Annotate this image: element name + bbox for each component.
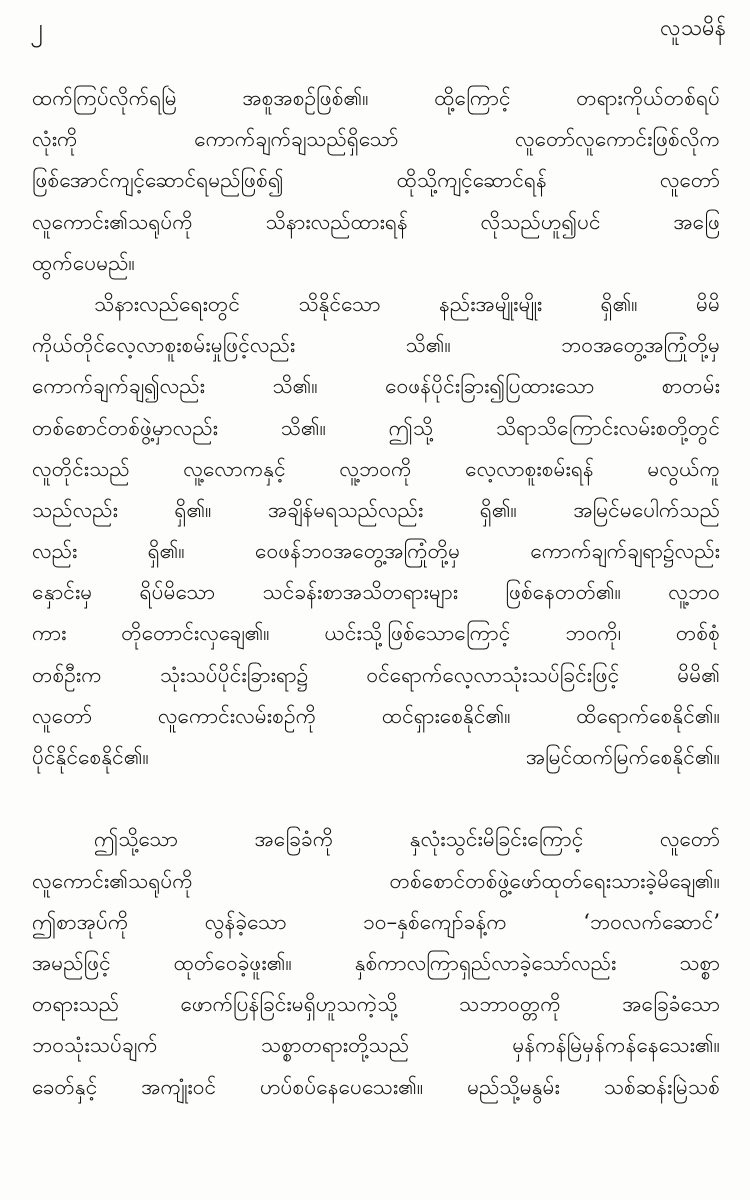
- text-line: တရားသည် ဖောက်ပြန်ခြင်းမရှိဟူသကဲ့သို့ သဘာဝတ္တကို အခြေခံသော: [32, 992, 720, 1017]
- running-head-title: လူသမိန်: [660, 16, 726, 41]
- text-line: ဤစာအုပ်ကို လွန်ခဲ့သော ၁၀–နှစ်ကျော်ခန့်က ‘ဘ၀လက်ဆောင်’: [32, 909, 720, 934]
- paragraph-2: [32, 284, 720, 819]
- text-line: နှောင်းမှ ရိပ်မိသော သင်ခန်းစာအသိတရားများ ဖြစ်နေတတ်၏။ လူ့ဘ၀: [32, 580, 720, 605]
- text-line: ကား တိုတောင်းလှချေ၏။ ယင်းသို့ဖြစ်သောကြောင့် ဘ၀ကို၊ တစ်စုံ: [32, 621, 720, 646]
- text-line: [32, 778, 720, 819]
- text-line: လူတိုင်းသည် လူ့လောကနှင့် လူ့ဘ၀ကို လေ့လာစူးစမ်းရန် မလွယ်ကူ: [32, 456, 720, 481]
- text-line: ထက်ကြပ်လိုက်ရမြဲ အစူအစဉ်ဖြစ်၏။ ထို့ကြောင့် တရားကိုယ်တစ်ရပ်: [32, 86, 720, 110]
- text-line: ဖြစ်အောင်ကျင့်ဆောင်ရမည်ဖြစ်၍ ထိုသို့ကျင့်ဆောင်ရန် လူတော်: [32, 168, 720, 193]
- text-line: ထွက်ပေမည်။: [32, 250, 135, 275]
- text-line: ပိုင်နိုင်စေနိုင်၏။ အမြင်ထက်မြက်စေနိုင်၏။: [32, 745, 720, 769]
- text-line: လူတော် လူကောင်းလမ်းစဉ်ကို ထင်ရှားစေနိုင်၏။ ထိရောက်စေနိုင်၏။: [32, 703, 720, 728]
- text-line: လုံးကို ကောက်ချက်ချသည်ရှိသော် လူတော်လူကောင်းဖြစ်လိုက: [32, 127, 720, 152]
- text-line: လူကောင်း၏သရုပ်ကို တစ်စောင်တစ်ဖွဲ့ဖော်ထုတ်ရေးသားခဲ့မိချေ၏။: [32, 868, 720, 893]
- text-line: သိနားလည်ရေးတွင် သိနိုင်သော နည်းအမျိုးမျိုး ရှိ၏။ မိမိ: [94, 291, 720, 316]
- text-line: လည်း ရှိ၏။ ဝေဖန်ဘ၀အတွေ့အကြုံတို့မှ ကောက်ချက်ချရာ၌လည်း: [32, 539, 720, 564]
- text-line: ကောက်ချက်ချ၍လည်း သိ၏။ ဝေဖန်ပိုင်းခြား၍ပြထားသော စာတမ်း: [32, 374, 720, 399]
- text-line: ဤသို့သော အခြေခံကို နှလုံးသွင်းမိခြင်းကြောင့် လူတော်: [94, 827, 720, 852]
- text-line: တစ်စောင်တစ်ဖွဲ့မှာလည်း သိ၏။ ဤသို့ သိရာသိကြောင်းလမ်းစတို့တွင်: [32, 415, 720, 440]
- paragraph-3: [32, 819, 720, 1107]
- text-line: တစ်ဦးက သုံးသပ်ပိုင်းခြားရာ၌ ဝင်ရောက်လေ့လာသုံးသပ်ခြင်းဖြင့် မိမိ၏: [32, 662, 720, 687]
- page-header: [0, 0, 750, 60]
- body-text: [32, 78, 720, 1188]
- text-line: ဘ၀သုံးသပ်ချက် သစ္စာတရားတို့သည် မှန်ကန်မြဲမှန်ကန်နေသေး၏။: [32, 1033, 720, 1058]
- page-number: ၂: [30, 13, 43, 43]
- text-line: သည်လည်း ရှိ၏။ အချိန်မရသည်လည်း ရှိ၏။ အမြင်မပေါက်သည်: [32, 497, 720, 522]
- paragraph-1: [32, 78, 720, 284]
- text-line: အမည်ဖြင့် ထုတ်ဝေခဲ့ဖူး၏။ နှစ်ကာလကြာရှည်လာခဲ့သော်လည်း သစ္စာ: [32, 950, 720, 975]
- text-line: လူကောင်း၏သရုပ်ကို သိနားလည်ထားရန် လိုသည်ဟူ၍ပင် အဖြေ: [32, 209, 720, 234]
- text-line: ကိုယ်တိုင်လေ့လာစူးစမ်းမှုဖြင့်လည်း သိ၏။ ဘ၀အတွေ့အကြုံတို့မှ: [32, 333, 720, 358]
- text-line: ခေတ်နှင့် အကျုံးဝင် ဟပ်စပ်နေပေသေး၏။ မည်သို့မနွမ်း သစ်ဆန်းမြဲသစ်: [32, 1074, 720, 1099]
